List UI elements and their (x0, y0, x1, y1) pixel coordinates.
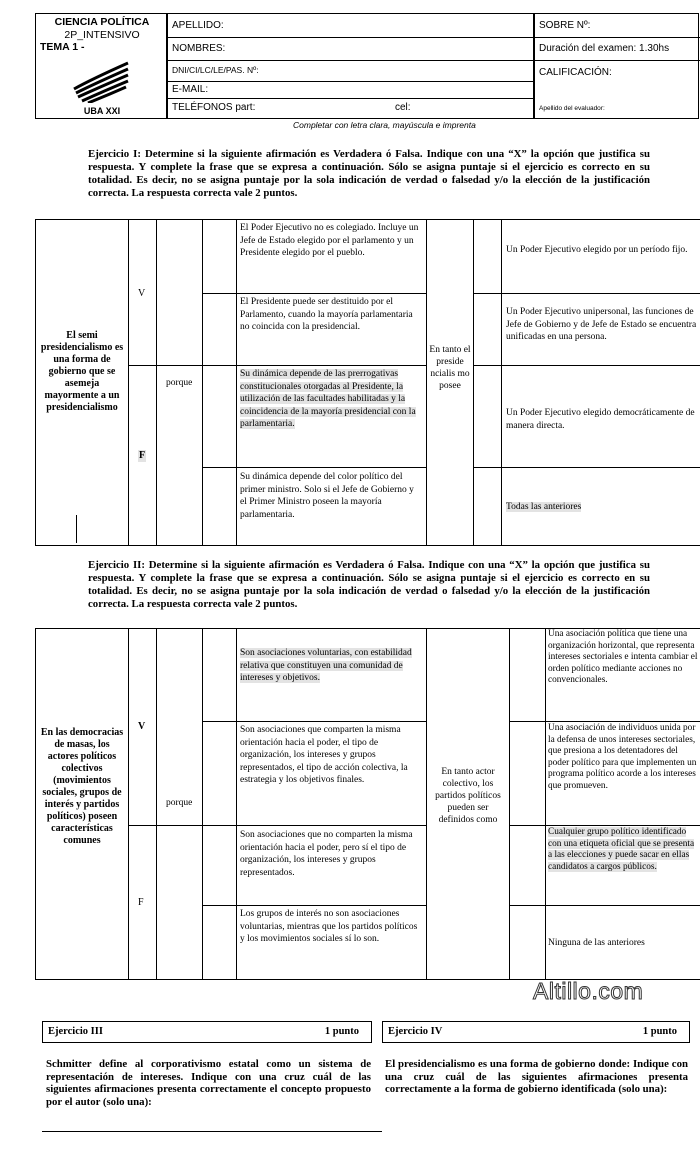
ex2-completion-4[interactable]: Ninguna de las anteriores (548, 938, 645, 948)
ex1-cursor-mark (76, 515, 77, 543)
ex1-instructions: Ejercicio I: Determine si la siguiente afirmación es Verdadera ó Falsa. Indique con una “X” la opción que justifica su respuesta. Y complete la frase que se expresa a continuación. Sólo se asigna puntaje si el ejercicio es correcto en su totalidad. Es decir, no se asigna puntaje por la sola indicación de verdad o falsedad y/o la elección de la justificación correcta. La respuesta correcta vale 2 puntos. (88, 148, 650, 199)
exam-info-block (534, 13, 699, 119)
logo-text: UBA XXI (83, 106, 121, 116)
ex2-completion-2[interactable]: Una asociación de individuos unida por la defensa de unos intereses sectoriales, que presiona a los detentadores del poder político para que implementen un programa político acorde a los intereses que promueven. (548, 723, 697, 791)
fill-instructions-note: Completar con letra clara, mayúscula e imprenta (293, 120, 476, 130)
ex3-text: Schmitter define al corporativismo estatal como un sistema de representación de intereses. Indique con una cruz cuál de las siguientes afirmaciones presenta correctamente el concepto propuesto por el autor (solo una): (46, 1058, 371, 1108)
sobre-field[interactable]: SOBRE Nº: (539, 20, 591, 31)
ex2-reason-1[interactable] (240, 647, 424, 685)
ex1-f-option[interactable]: F (139, 450, 146, 461)
ex2-completion-1[interactable]: Una asociación política que tiene una organización horizontal, que representa intereses sectoriales e intenta cambiar el orden político mediante acciones no convencionales. (548, 629, 698, 686)
ex1-reason-3-text: Su dinámica depende de las prerrogativas constitucionales otorgadas al Presidente, la utilización de las facultades habilitadas y la coincidencia de la mayoría presidencial con la parlamentaria. (240, 369, 416, 429)
course-code: 2P_INTENSIVO (64, 29, 140, 41)
ex2-reason-3[interactable]: Son asociaciones que no comparten la misma orientación hacia el poder, pero sí el tipo de organización, los intereses y grupos representados. (240, 830, 413, 878)
ex2-completion-3-text: Cualquier grupo político identificado con una etiqueta oficial que se presenta a las elecciones y puede sacar en ellas candidatos a cargos públicos. (548, 827, 695, 872)
ex2-reason-1-text: Son asociaciones voluntarias, con estabilidad relativa que constituyen una comunidad de intereses y objetivos. (240, 648, 412, 683)
ex2-instructions: Ejercicio II: Determine si la siguiente afirmación es Verdadera ó Falsa. Indique con una “X” la opción que justifica su respuesta. Y complete la frase que se expresa a continuación. Sólo se asigna puntaje si el ejercicio es correcto en su totalidad. Es decir, no se asigna puntaje por la sola indicación de verdad o falsedad y/o la elección de la justificación correcta. La respuesta correcta vale 2 puntos. (88, 559, 650, 610)
ex2-statement: En las democracias de masas, los actores políticos colectivos (movimientos sociales, grupos de interés y partidos políticos) poseen características comunes (40, 727, 124, 846)
ex4-text: El presidencialismo es una forma de gobierno donde: Indique con una cruz cuál de las siguientes afirmaciones presenta correctamente a la forma de gobierno identificada (solo una): (385, 1058, 688, 1095)
ex1-table (35, 219, 700, 546)
ex1-porque: porque (166, 378, 193, 388)
apellido-field[interactable]: APELLIDO: (172, 20, 224, 31)
ex3-header-box (42, 1021, 372, 1043)
exam-header (35, 13, 699, 119)
ex2-reason-4[interactable]: Los grupos de interés no son asociaciones voluntarias, mientras que los partidos políticos y los movimientos sociales sí lo son. (240, 909, 418, 944)
email-field[interactable]: E-MAIL: (172, 84, 209, 95)
ex1-completion-3[interactable]: Un Poder Ejecutivo elegido democráticamente de manera directa. (506, 408, 695, 431)
telefonos-field[interactable]: TELÉFONOS part: (172, 102, 256, 113)
ex1-statement: El semi presidencialismo es una forma de gobierno que se asemeja mayormente a un presidencialismo (40, 330, 124, 413)
ex1-reason-4[interactable]: Su dinámica depende del color político del primer ministro. Solo si el Jefe de Gobierno y el Primer Ministro poseen la mayoría parlamentaria. (240, 472, 414, 520)
ex2-reason-2[interactable]: Son asociaciones que comparten la misma orientación hacia el poder, el tipo de organización, los intereses y grupos representados, el tipo de acción colectiva, la estrategia y los objetivos finales. (240, 725, 408, 785)
course-block (35, 13, 167, 119)
tema-label: TEMA 1 - (40, 41, 85, 53)
ex1-completion-1[interactable]: Un Poder Ejecutivo elegido por un período fijo. (506, 245, 688, 255)
cel-field[interactable]: cel: (395, 102, 411, 113)
ex3-divider (42, 1131, 382, 1132)
ex2-completion-3[interactable] (548, 827, 698, 873)
course-title: CIENCIA POLÍTICA (54, 16, 150, 28)
ex2-connector: En tanto actor colectivo, los partidos políticos pueden ser definidos como (435, 767, 501, 825)
ex1-reason-3[interactable] (240, 368, 424, 431)
uba-xxi-logo-icon (70, 59, 132, 103)
ex1-connector: En tanto el preside ncialis mo posee (429, 345, 471, 391)
student-fields (167, 13, 534, 119)
ex3-title: Ejercicio III (48, 1026, 103, 1037)
ex2-v-option[interactable]: V (138, 721, 146, 732)
ex1-completion-2[interactable]: Un Poder Ejecutivo unipersonal, las funciones de Jefe de Gobierno y de Jefe de Estado se encuentra unificadas en una persona. (506, 307, 697, 342)
ex3-points: 1 punto (324, 1026, 359, 1037)
ex1-reason-1[interactable]: El Poder Ejecutivo no es colegiado. Incluye un Jefe de Estado elegido por el parlamento y un Presidente elegido por el pueblo. (240, 223, 419, 258)
ex4-title: Ejercicio IV (388, 1026, 443, 1037)
evaluador-field[interactable]: Apellido del evaluador: (539, 105, 605, 112)
ex1-completion-4[interactable] (506, 501, 696, 514)
ex2-table (35, 628, 700, 980)
ex2-porque: porque (166, 798, 193, 808)
ex1-reason-2[interactable]: El Presidente puede ser destituido por el Parlamento, cuando la mayoría parlamentaria no coincida con la presidencial. (240, 297, 413, 332)
duracion-label: Duración del examen: 1.30hs (539, 43, 670, 54)
ex4-points: 1 punto (642, 1026, 677, 1037)
ex4-header-box (382, 1021, 690, 1043)
altillo-watermark: Altillo.com (533, 978, 644, 1004)
ex1-completion-4-text: Todas las anteriores (506, 502, 582, 512)
nombres-field[interactable]: NOMBRES: (172, 43, 226, 54)
ex1-v-option[interactable]: V (138, 288, 146, 299)
ex2-f-option[interactable]: F (138, 897, 144, 908)
calificacion-field[interactable]: CALIFICACIÓN: (539, 67, 612, 78)
dni-field[interactable]: DNI/CI/LC/LE/PAS. Nº: (172, 65, 259, 75)
